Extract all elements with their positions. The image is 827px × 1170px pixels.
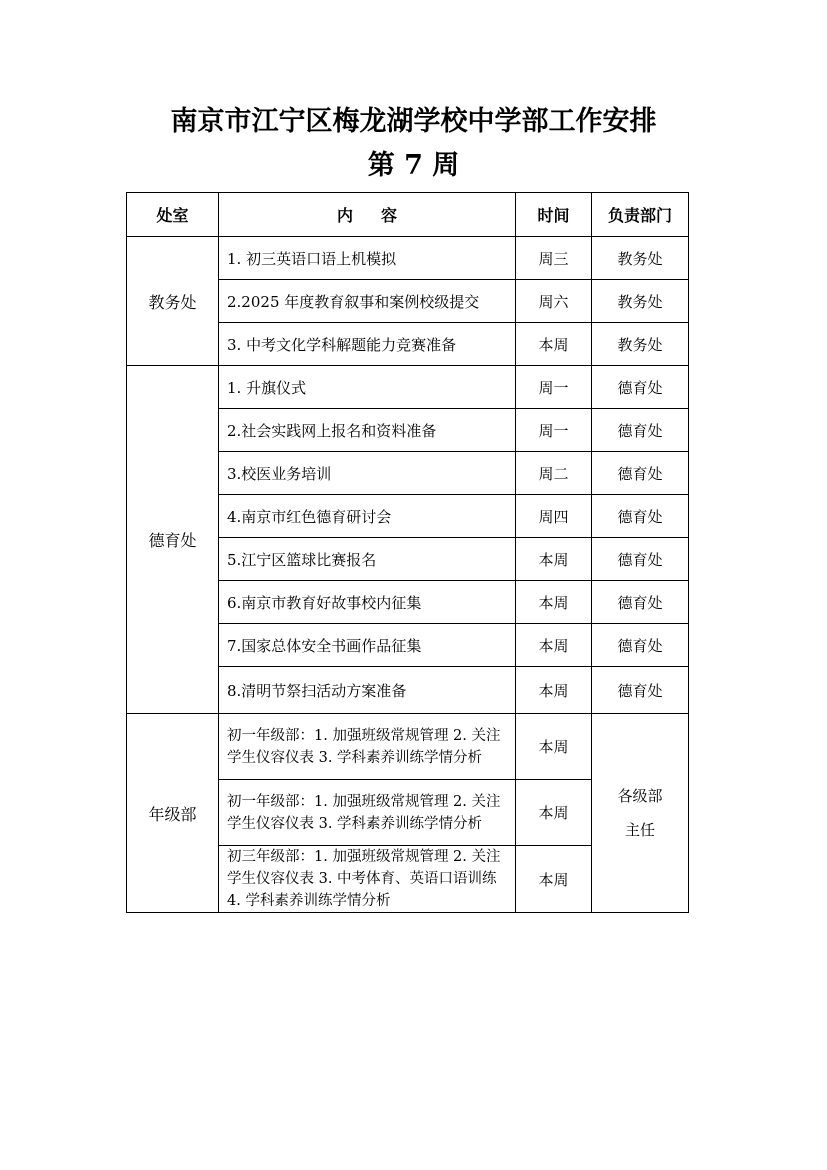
table-row [127,366,689,409]
header-content-part2: 容 [381,206,398,225]
time-cell: 本周 [516,846,592,913]
content-cell: 1. 初三英语口语上机模拟 [219,237,516,280]
dept-cell-academic: 教务处 [127,237,219,366]
content-cell: 4.南京市红色德育研讨会 [219,495,516,538]
time-cell: 本周 [516,581,592,624]
time-cell: 周六 [516,280,592,323]
owner-cell: 德育处 [592,538,689,581]
time-cell: 周三 [516,237,592,280]
header-time: 时间 [516,193,592,237]
time-cell: 本周 [516,714,592,780]
header-content [219,193,516,237]
time-cell: 本周 [516,667,592,714]
owner-cell: 德育处 [592,452,689,495]
table-row [127,714,689,780]
owner-cell: 德育处 [592,624,689,667]
header-content-part1: 内 [336,206,353,225]
content-cell: 3. 中考文化学科解题能力竞赛准备 [219,323,516,366]
owner-grade-line2: 主任 [624,821,655,839]
time-cell: 本周 [516,323,592,366]
content-cell: 1. 升旗仪式 [219,366,516,409]
page-title: 南京市江宁区梅龙湖学校中学部工作安排 [170,106,657,137]
content-cell: 3.校医业务培训 [219,452,516,495]
week-subtitle: 第 7 周 [367,150,460,181]
time-cell: 本周 [516,624,592,667]
dept-cell-moral: 德育处 [127,366,219,714]
dept-cell-grade: 年级部 [127,714,219,913]
content-cell: 7.国家总体安全书画作品征集 [219,624,516,667]
content-cell: 初一年级部：1. 加强班级常规管理 2. 关注学生仪容仪表 3. 学科素养训练学情分析 [219,780,516,846]
content-cell: 2.2025 年度教育叙事和案例校级提交 [219,280,516,323]
content-cell: 初三年级部：1. 加强班级常规管理 2. 关注学生仪容仪表 3. 中考体育、英语口语训练 4. 学科素养训练学情分析 [219,846,516,913]
owner-cell: 德育处 [592,366,689,409]
content-cell: 初一年级部：1. 加强班级常规管理 2. 关注学生仪容仪表 3. 学科素养训练学情分析 [219,714,516,780]
owner-cell: 教务处 [592,237,689,280]
time-cell: 本周 [516,538,592,581]
time-cell: 周一 [516,409,592,452]
content-cell: 8.清明节祭扫活动方案准备 [219,667,516,714]
time-cell: 周一 [516,366,592,409]
owner-grade-line1: 各级部 [617,787,663,805]
table-row [127,237,689,280]
header-dept: 处室 [127,193,219,237]
schedule-table [126,192,689,913]
content-cell: 6.南京市教育好故事校内征集 [219,581,516,624]
content-cell: 5.江宁区篮球比赛报名 [219,538,516,581]
owner-cell: 德育处 [592,409,689,452]
table-header-row [127,193,689,237]
owner-cell: 德育处 [592,495,689,538]
owner-cell: 德育处 [592,667,689,714]
owner-cell: 教务处 [592,323,689,366]
owner-cell-grade [592,714,689,913]
content-cell: 2.社会实践网上报名和资料准备 [219,409,516,452]
time-cell: 周二 [516,452,592,495]
header-owner: 负责部门 [592,193,689,237]
owner-cell: 德育处 [592,581,689,624]
time-cell: 周四 [516,495,592,538]
owner-cell: 教务处 [592,280,689,323]
owner-grade-text [617,779,662,847]
time-cell: 本周 [516,780,592,846]
